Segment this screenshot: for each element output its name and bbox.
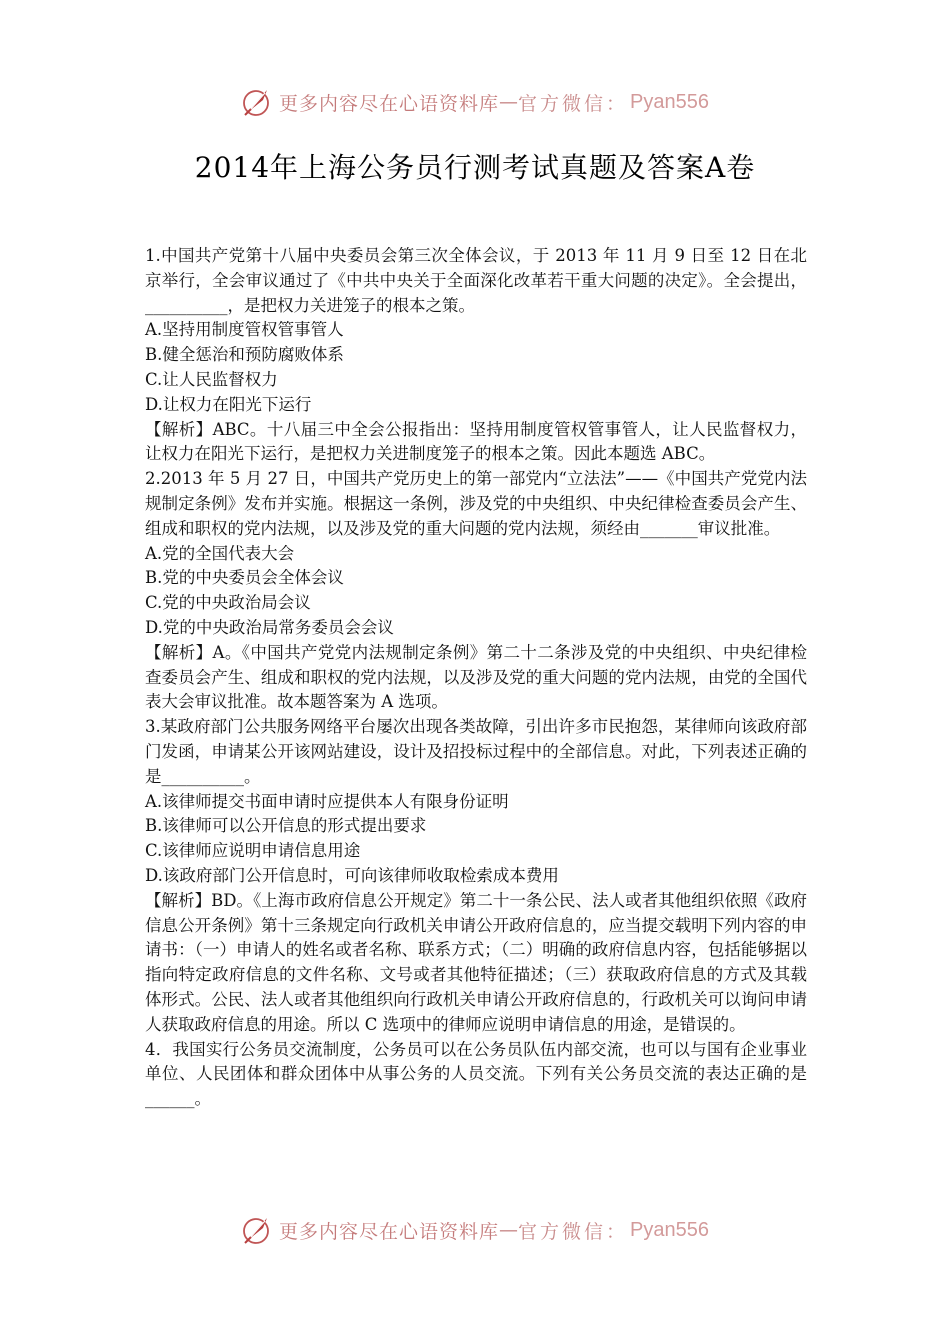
q3-stem: 3.某政府部门公共服务网络平台屡次出现各类故障，引出许多市民抱怨，某律师向该政府部门发函，申请某公开该网站建设，设计及招投标过程中的全部信息。对此，下列表述正确的是__________。 — [145, 717, 807, 786]
quill-logo-icon — [241, 86, 273, 118]
q2-analysis: 【解析】A。《中国共产党党内法规制定条例》第二十二条涉及党的中央组织、中央纪律检查委员会产生、组成和职权的党内法规，以及涉及党的重大问题的党内法规，由党的全国代表大会审议批准。故本题答案为 A 选项。 — [145, 642, 807, 712]
banner-wechat-label: 官方微信： — [518, 92, 629, 115]
q1-analysis: 【解析】ABC。十八届三中全会公报指出：坚持用制度管权管事管人，让人民监督权力，让权力在阳光下运行，是把权力关进制度笼子的根本之策。因此本题选 ABC。 — [145, 419, 807, 464]
document-body — [145, 244, 807, 1112]
q2-option-d: D.党的中央政治局常务委员会会议 — [145, 617, 394, 637]
q1-stem: 1.中国共产党第十八届中央委员会第三次全体会议，于 2013 年 11 月 9 日至 12 日在北京举行，全会审议通过了《中共中央关于全面深化改革若干重大问题的决定》。全会提出，__________，是把权力关进笼子的根本之策。 — [145, 246, 807, 315]
banner-wechat-id: Pyan556 — [630, 90, 709, 113]
header-banner — [0, 82, 950, 122]
q3-option-a: A.该律师提交书面申请时应提供本人有限身份证明 — [145, 791, 509, 811]
q3-option-d: D.该政府部门公开信息时，可向该律师收取检索成本费用 — [145, 865, 559, 885]
q3-analysis: 【解析】BD。《上海市政府信息公开规定》第二十一条公民、法人或者其他组织依照《政府信息公开条例》第十三条规定向行政机关申请公开政府信息的，应当提交载明下列内容的申请书：（一）申请人的姓名或者名称、联系方式；（二）明确的政府信息内容，包括能够据以指向特定政府信息的文件名称、文号或者其他特征描述；（三）获取政府信息的方式及其载体形式。公民、法人或者其他组织向行政机关申请公开政府信息的，行政机关可以询问申请人获取政府信息的用途。所以 C 选项中的律师应说明申请信息的用途，是错误的。 — [145, 890, 807, 1034]
q2-option-b: B.党的中央委员会全体会议 — [145, 568, 344, 588]
banner-wechat-label: 官方微信： — [518, 1220, 629, 1243]
q2-option-c: C.党的中央政治局会议 — [145, 593, 311, 613]
banner-dash: — — [499, 91, 519, 113]
q3-option-c: C.该律师应说明申请信息用途 — [145, 841, 361, 861]
footer-banner — [0, 1210, 950, 1250]
q3-option-b: B.该律师可以公开信息的形式提出要求 — [145, 816, 427, 836]
page-title: 2014年上海公务员行测考试真题及答案A卷 — [194, 151, 756, 184]
q1-option-a: A.坚持用制度管权管事管人 — [145, 320, 344, 340]
banner-text: 更多内容尽在心语资料库 — [279, 92, 500, 115]
quill-logo-icon — [241, 1214, 273, 1246]
q2-option-a: A.党的全国代表大会 — [145, 543, 295, 563]
q1-option-d: D.让权力在阳光下运行 — [145, 394, 312, 414]
q4-stem: 4．我国实行公务员交流制度，公务员可以在公务员队伍内部交流，也可以与国有企业事业单位、人民团体和群众团体中从事公务的人员交流。下列有关公务员交流的表达正确的是______。 — [145, 1039, 807, 1109]
q1-option-b: B.健全惩治和预防腐败体系 — [145, 345, 344, 365]
q1-option-c: C.让人民监督权力 — [145, 369, 278, 389]
banner-wechat-id: Pyan556 — [630, 1218, 709, 1241]
banner-dash: — — [499, 1219, 519, 1241]
banner-text: 更多内容尽在心语资料库 — [279, 1220, 500, 1243]
q2-stem: 2.2013 年 5 月 27 日，中国共产党历史上的第一部党内“立法法”——《中国共产党党内法规制定条例》发布并实施。根据这一条例，涉及党的中央组织、中央纪律检查委员会产生、组成和职权的党内法规，以及涉及党的重大问题的党内法规，须经由_______审议批准。 — [145, 469, 807, 538]
